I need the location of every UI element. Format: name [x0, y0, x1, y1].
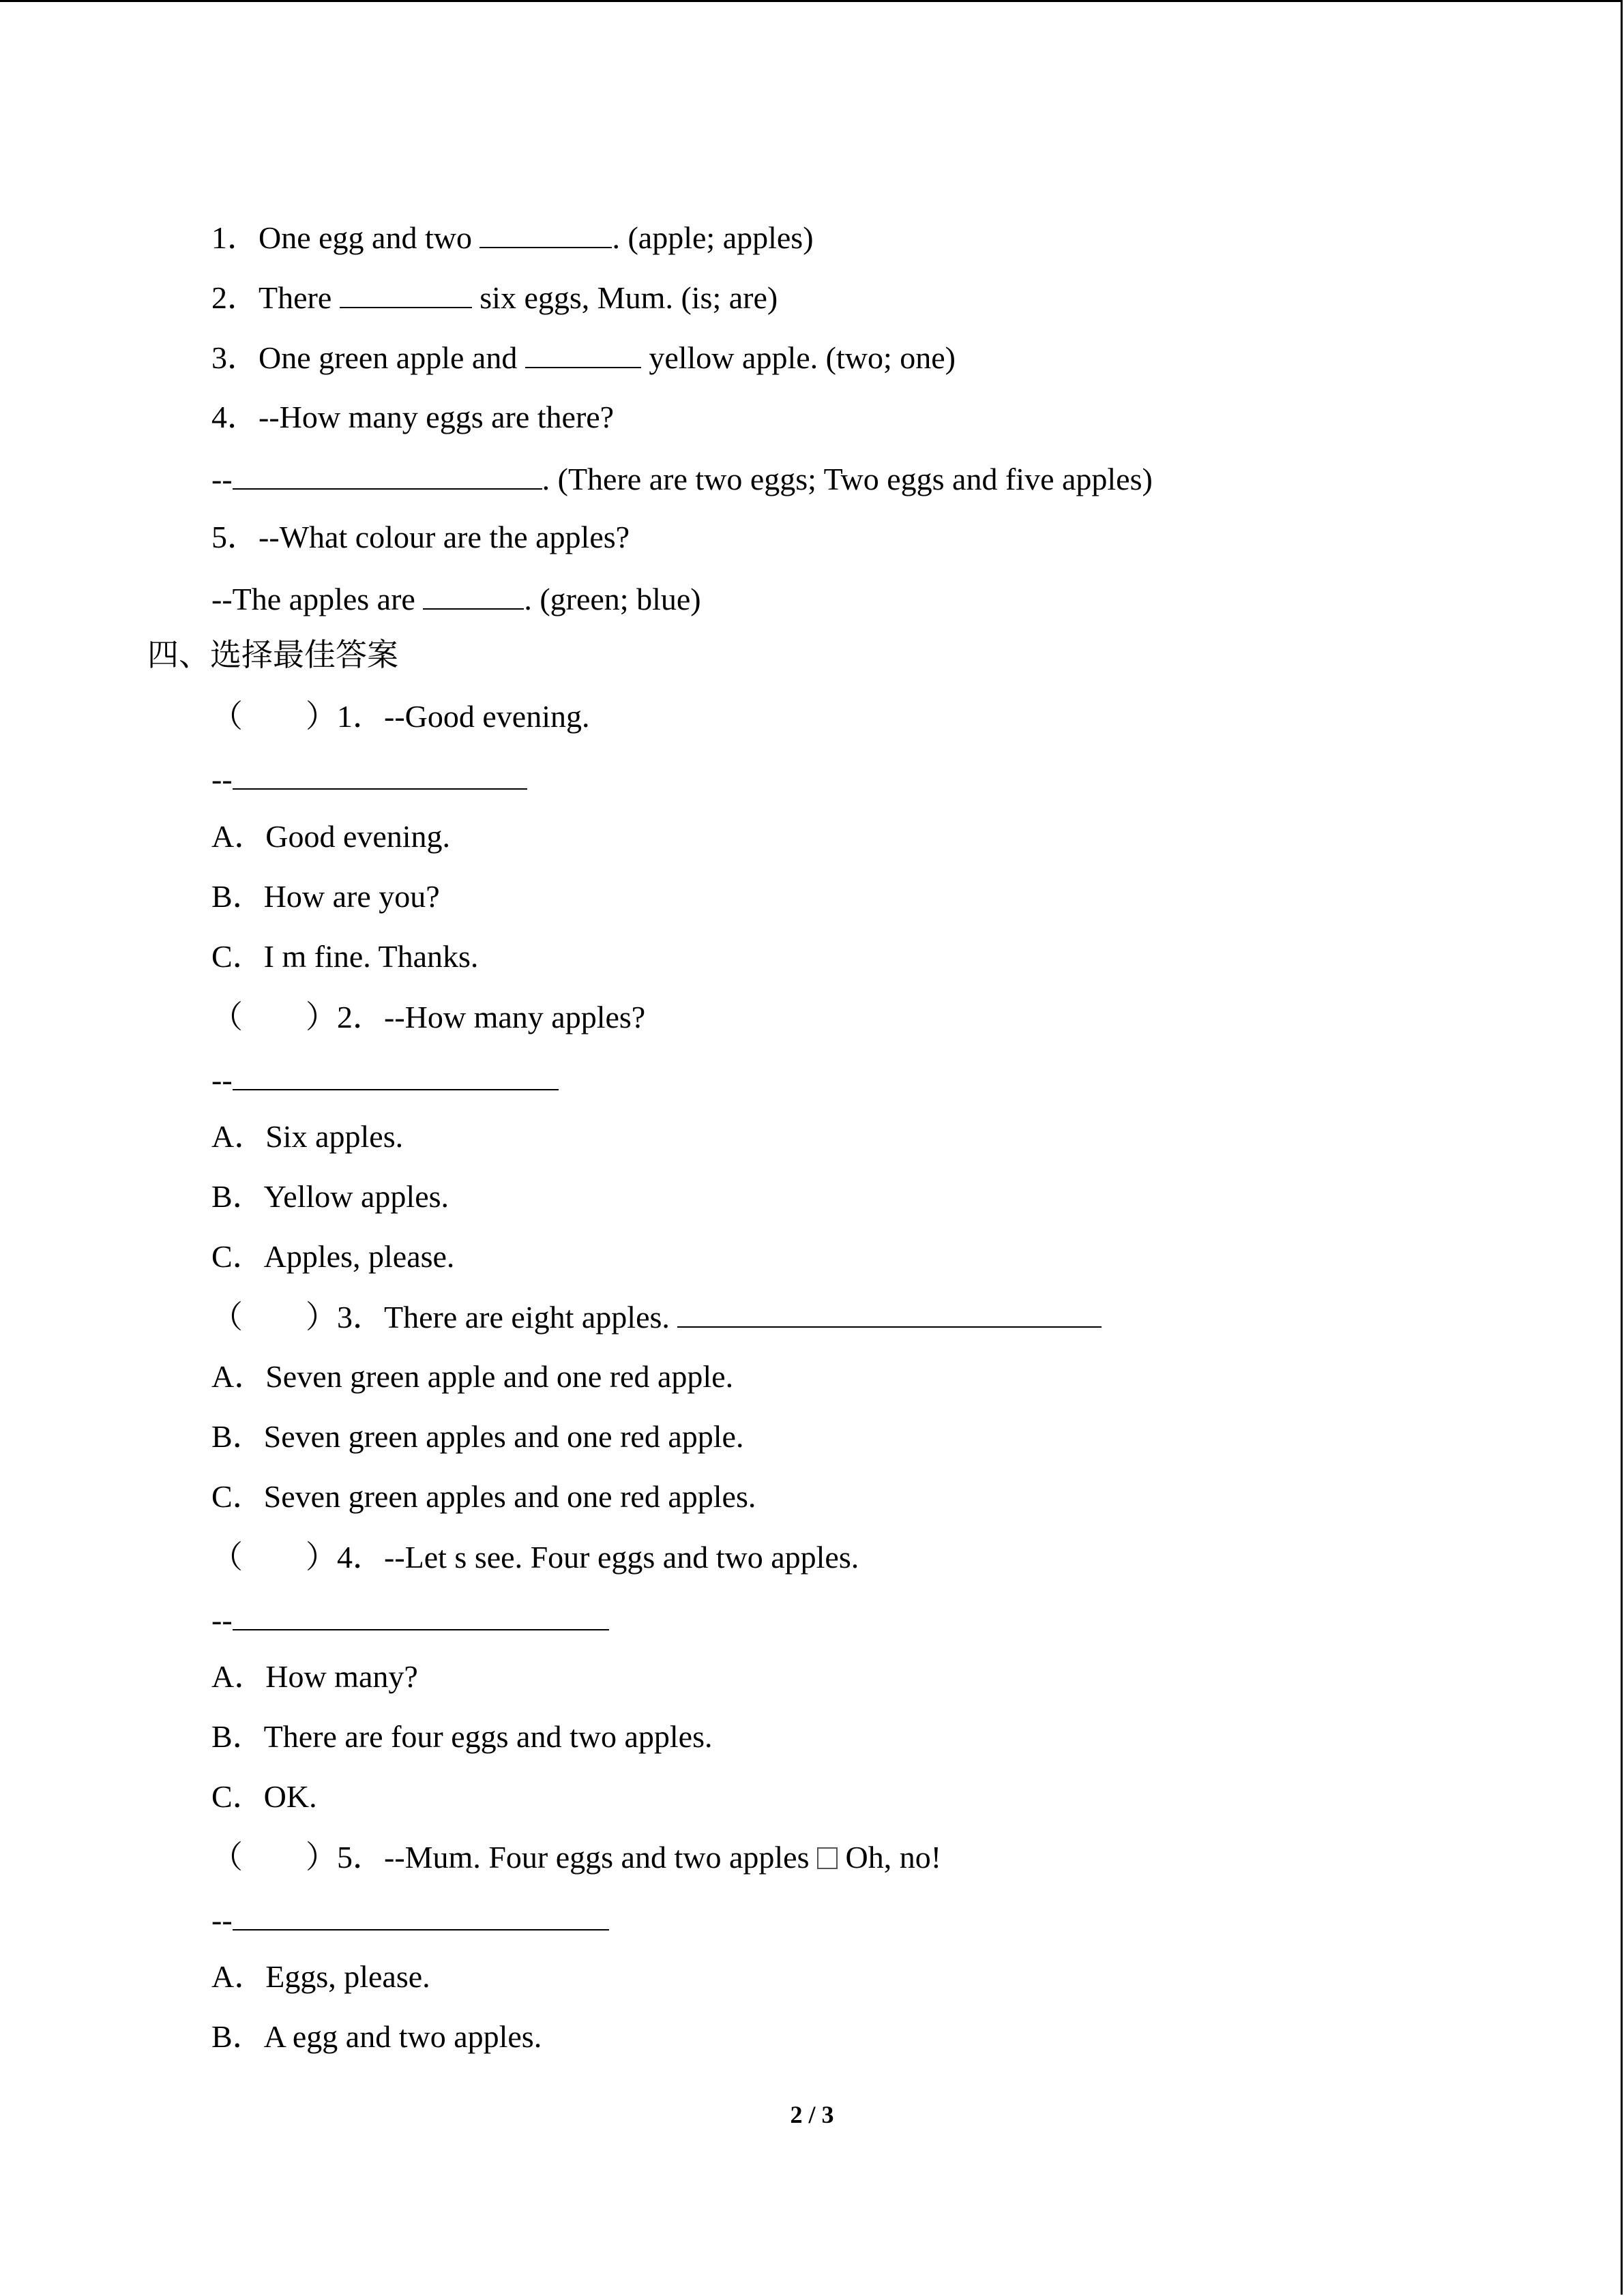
s4-q1-option-b: B．How are you?: [211, 879, 440, 914]
s4-q4-option-b: B．There are four eggs and two apples.: [211, 1719, 713, 1754]
s4-q1: [211, 696, 589, 737]
s4-q2-prompt: 2．--How many apples?: [337, 1000, 646, 1034]
s4-q3-option-b: B．Seven green apples and one red apple.: [211, 1419, 744, 1454]
s4-q2-blank[interactable]: [233, 1059, 559, 1090]
s4-q4-answer-prefix: --: [211, 1602, 233, 1637]
s4-q3-option-c: C．Seven green apples and one red apples.: [211, 1479, 756, 1514]
s3-q4: [211, 397, 614, 438]
s4-q5-prompt-tail: Oh, no!: [837, 1840, 942, 1875]
s4-q3-blank[interactable]: [677, 1296, 1102, 1328]
s4-q4-option-c: C．OK.: [211, 1779, 317, 1814]
s4-q3-answer-bracket[interactable]: （ ）: [211, 1298, 337, 1335]
s3-q2-text: There: [259, 280, 340, 315]
s3-q3-text: One green apple and: [259, 340, 525, 375]
s4-q5-blank[interactable]: [233, 1899, 609, 1930]
s4-q1-blank[interactable]: [233, 758, 527, 790]
s3-q4-answer-prefix: --: [211, 462, 233, 496]
s3-q4-answer: [211, 458, 1153, 500]
s3-q1-number: 1．: [211, 220, 259, 255]
s4-q5-option-b: B．A egg and two apples.: [211, 2019, 542, 2054]
s3-q5-number: 5．: [211, 520, 259, 554]
s4-q1-answer: [211, 758, 527, 800]
s3-q1: [211, 217, 814, 258]
s3-q1-text: One egg and two: [259, 220, 480, 255]
s3-q3-number: 3．: [211, 340, 259, 375]
s4-q1-option-c: C．I m fine. Thanks.: [211, 939, 479, 974]
s4-q5-answer-prefix: --: [211, 1903, 233, 1937]
s4-q1-prompt: 1．--Good evening.: [337, 699, 590, 734]
s3-q3: [211, 337, 956, 378]
s4-q3-option-a: A．Seven green apple and one red apple.: [211, 1359, 734, 1394]
s4-q2-answer-prefix: --: [211, 1062, 233, 1097]
s3-q3-choices: yellow apple. (two; one): [640, 340, 956, 375]
s3-q2: [211, 277, 778, 318]
s3-q2-blank[interactable]: [340, 277, 472, 308]
missing-glyph-icon: [817, 1847, 838, 1869]
s4-q4-prompt: 4．--Let s see. Four eggs and two apples.: [337, 1540, 859, 1575]
s4-q2-answer: [211, 1059, 559, 1101]
s4-q3: [211, 1296, 1102, 1338]
s3-q4-question: --How many eggs are there?: [259, 400, 615, 434]
section4-title: 四、选择最佳答案: [147, 636, 398, 673]
s4-q5-prompt: 5．--Mum. Four eggs and two apples: [337, 1840, 817, 1875]
s4-q5-option-a: A．Eggs, please.: [211, 1959, 430, 1994]
s3-q2-choices: six eggs, Mum. (is; are): [471, 280, 778, 315]
s4-q4-answer-bracket[interactable]: （ ）: [211, 1538, 337, 1575]
s4-q5: [211, 1836, 941, 1878]
s3-q5-answer-text: --The apples are: [211, 582, 424, 616]
s4-q2: [211, 996, 645, 1038]
s4-q5-answer: [211, 1899, 609, 1941]
s4-q4-option-a: A．How many?: [211, 1659, 418, 1694]
page-number: 2 / 3: [790, 2101, 834, 2128]
s4-q2-option-b: B．Yellow apples.: [211, 1179, 449, 1214]
s4-q4: [211, 1536, 859, 1578]
s3-q3-blank[interactable]: [525, 337, 641, 368]
s4-q3-prompt: 3．There are eight apples.: [337, 1300, 678, 1335]
s3-q5-answer: [211, 578, 701, 620]
s4-q1-option-a: A．Good evening.: [211, 819, 451, 854]
s4-q1-answer-prefix: --: [211, 762, 233, 796]
s3-q4-choices: . (There are two eggs; Two eggs and five apples): [542, 462, 1153, 496]
s4-q1-answer-bracket[interactable]: （ ）: [211, 698, 337, 734]
s3-q1-blank[interactable]: [479, 217, 612, 248]
s4-q4-answer: [211, 1599, 609, 1641]
s4-q2-option-c: C．Apples, please.: [211, 1239, 455, 1274]
s3-q1-choices: . (apple; apples): [612, 220, 814, 255]
s3-q5-blank[interactable]: [423, 578, 524, 610]
s4-q4-blank[interactable]: [233, 1599, 609, 1630]
s4-q2-option-a: A．Six apples.: [211, 1119, 404, 1154]
s3-q5-choices: . (green; blue): [524, 582, 701, 616]
s3-q4-number: 4．: [211, 400, 259, 434]
s4-q5-answer-bracket[interactable]: （ ）: [211, 1838, 337, 1875]
s3-q5: [211, 517, 630, 558]
s3-q2-number: 2．: [211, 280, 259, 315]
s4-q2-answer-bracket[interactable]: （ ）: [211, 998, 337, 1035]
s3-q4-blank[interactable]: [233, 458, 542, 490]
s3-q5-question: --What colour are the apples?: [259, 520, 630, 554]
